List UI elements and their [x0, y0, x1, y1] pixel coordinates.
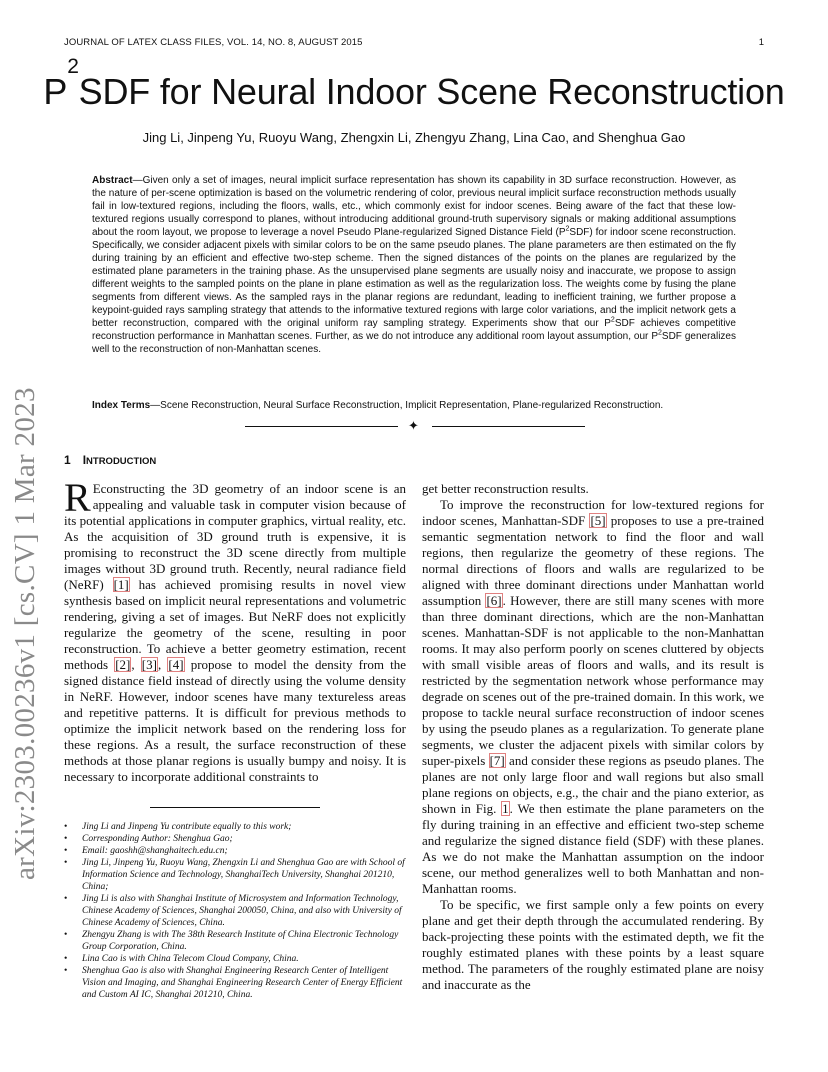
bullet-icon: • — [64, 966, 68, 976]
index-terms-text: —Scene Reconstruction, Neural Surface Reconstruction, Implicit Representation, Plane-regularized Reconstruction. — [150, 400, 664, 411]
diamond-icon: ✦ — [408, 418, 419, 433]
footnote-text: Zhengyu Zhang is with The 38th Research Institute of China Electronic Technology Group Corporation, China. — [82, 930, 399, 952]
intro-paragraph-3: To be specific, we first sample only a few points on every plane and get their depth through the accumulated rendering. By back-projecting these points with the estimated depth, we fit the roughly estimated planes with these points by a least square method. The parameters of the roughly estimated plane are noisy and inaccurate as the — [422, 897, 764, 992]
title-rest: SDF for Neural Indoor Scene Reconstruction — [78, 71, 785, 112]
abstract-sup-2: 2 — [610, 316, 615, 324]
abstract-text-2: SDF) for indoor scene reconstruction. Specifically, we consider adjacent pixels with similar colors to be on the same pseudo planes. The plane parameters are then estimated on the fly during training by an efficient and effective two-step scheme. Then the signed distances of the points on the planes are regularized by the estimated plane parameters in the training phase. As the unsupervised plane segments are usually noisy and inaccurate, we propose to assign different weights to the sampled points on the plane in plane estimation as well as the regularization loss. The weights come by fusing the plane segments from different views. As the sampled rays in the planar regions are redundant, leading to inefficient training, we further propose a keypoint-guided rays sampling strategy that attends to the informative textured regions with large color variations, and the implicit network gets a better reconstruction, compared with the original uniform ray sampling strategy. Experiments show that our P — [92, 227, 736, 329]
footnote-item — [64, 953, 406, 965]
divider-line-left — [245, 426, 398, 427]
text-segment: has achieved promising results in novel view synthesis based on implicit neural representations and volumetric rendering, giving a set of images. But NeRF does not explicitly regularize the geometry of the scene, resulting in poor reconstruction. To achieve a better geometry estimation, recent methods — [64, 577, 407, 672]
divider-line-right — [432, 426, 585, 427]
footnote-item — [64, 845, 406, 857]
figure-link[interactable]: 1 — [502, 801, 509, 816]
section-divider — [245, 419, 585, 433]
body-column-left — [64, 475, 407, 785]
section-title-rest: NTRODUCTION — [86, 456, 157, 467]
abstract-text-4: SDF generalizes well to the reconstruction of non-Manhattan scenes. — [92, 331, 736, 355]
abstract-label: Abstract — [92, 175, 133, 186]
paper-title — [0, 55, 828, 113]
citation-link[interactable]: [1] — [113, 577, 129, 592]
citation-link[interactable]: [7] — [489, 753, 505, 768]
footnote-text: Lina Cao is with China Telecom Cloud Company, China. — [82, 954, 299, 964]
text-segment: propose to model the density from the signed distance field instead of directly using the volume density in NeRF. However, indoor scenes have many textureless areas and repetitive patterns. It is difficult for previous methods to optimize the implicit network based on the rendering loss for these regions. As a result, the surface reconstruction of these methods at those planar regions is usually bumpy and noisy. It is necessary to incorporate additional constraints to — [64, 657, 406, 784]
bullet-icon: • — [64, 894, 68, 904]
footnote-list — [64, 821, 406, 1001]
bullet-icon: • — [64, 834, 68, 844]
footnote-item — [64, 929, 406, 953]
intro-paragraph-2 — [422, 497, 764, 897]
body-column-right — [422, 481, 764, 993]
citation-link[interactable]: [2] — [115, 657, 131, 672]
index-terms — [92, 399, 736, 412]
bullet-icon: • — [64, 822, 68, 832]
footnote-item — [64, 893, 406, 929]
footnote-text: Jing Li and Jinpeng Yu contribute equally to this work; — [82, 822, 292, 832]
footnote-rule — [150, 807, 320, 808]
citation-link[interactable]: [5] — [590, 513, 606, 528]
running-header: JOURNAL OF LATEX CLASS FILES, VOL. 14, NO. 8, AUGUST 2015 — [64, 37, 363, 48]
footnote-text: Corresponding Author: Shenghua Gao; — [82, 834, 233, 844]
index-terms-label: Index Terms — [92, 400, 151, 411]
abstract — [92, 174, 736, 356]
text-segment: Econstructing the 3D geometry of an indoor scene is an appealing and valuable task in computer vision because of its potential applications in computer graphics, virtual reality, etc. As the acquisition of 3D ground truth is expensive, it is promising to reconstruct the 3D scene directly from multiple images without 3D ground truth. Recently, neural radiance field (NeRF) — [64, 481, 406, 592]
abstract-text-3: SDF achieves competitive reconstruction performance in Manhattan scenes. Further, as we do not introduce any additional room layout assumption, our P — [92, 318, 736, 342]
section-heading — [64, 453, 156, 467]
intro-paragraph-1 — [64, 475, 407, 785]
drop-cap: R — [64, 475, 91, 520]
intro-paragraph-cont: get better reconstruction results. — [422, 481, 589, 496]
bullet-icon: • — [64, 858, 68, 868]
text-segment: To improve the reconstruction for low-textured regions for indoor scenes, Manhattan-SDF — [422, 497, 764, 528]
citation-link[interactable]: [4] — [168, 657, 184, 672]
footnote-text: Shenghua Gao is also with Shanghai Engineering Research Center of Intelligent Vision and Imaging, and Shanghai Engineering Research Center of Energy Efficient and Custom AI IC, Shanghai 201210, China. — [82, 966, 403, 1000]
abstract-text-1: —Given only a set of images, neural implicit surface representation has shown its capability in 3D surface reconstruction. However, as the nature of per-scene optimization is based on the volumetric rendering of color, previous neural implicit surface reconstruction methods usually fail in low-textured regions, including the floors, walls, etc., which commonly exist for indoor scenes. Being aware of the fact that these low-textured regions usually correspond to planes, without introducing additional ground-truth supervisory signals or making additional assumptions about the room layout, we propose to leverage a novel Pseudo Plane-regularized Signed Distance Field (P — [92, 175, 736, 238]
footnote-text: Jing Li, Jinpeng Yu, Ruoyu Wang, Zhengxin Li and Shenghua Gao are with School of Information Science and Technology, ShanghaiTech University, Shanghai 201210, China; — [82, 858, 405, 892]
footnote-text: Email: gaoshh@shanghaitech.edu.cn; — [82, 846, 228, 856]
section-title-initial: I — [82, 453, 87, 467]
abstract-sup-3: 2 — [658, 329, 662, 337]
text-segment: and consider these regions as pseudo planes. The planes are not only large floor and wall regions but also small plane regions on objects, e.g., the chair and the piano exterior, as shown in Fig. — [422, 753, 764, 816]
footnote-text: Jing Li is also with Shanghai Institute of Microsystem and Information Technology, Chinese Academy of Sciences, Shanghai 200050, China, and also with University of Chinese Academy of Sciences, China. — [82, 894, 402, 928]
bullet-icon: • — [64, 846, 68, 856]
text-segment: , — [131, 657, 141, 672]
title-superscript: 2 — [67, 55, 79, 78]
citation-link[interactable]: [3] — [141, 657, 157, 672]
footnote-item — [64, 857, 406, 893]
abstract-sup-1: 2 — [565, 225, 570, 233]
text-segment: . We then estimate the plane parameters on the fly during training in an effective and efficient two-step scheme and regularize the signed distance field (SDF) with these planes. As we do not make the Manhattan assumption on the indoor scene, our method generalizes well to both Manhattan and non-Manhattan rooms. — [422, 801, 765, 896]
footnote-item — [64, 965, 406, 1001]
bullet-icon: • — [64, 954, 68, 964]
text-segment: . However, there are still many scenes with more than three dominant directions, which are the non-Manhattan scenes. Manhattan-SDF is not applicable to the non-Manhattan rooms. It may also perform poorly on scenes cluttered by objects with small visible areas of floors and walls, and its result is restricted by the segmentation network whose performance may degrade on scenes out of the pre-trained domain. In this work, we propose to tackle neural surface reconstruction of indoor scenes by using the pseudo planes as a regularization. To generate plane segments, we cluster the adjacent pixels with similar colors by super-pixels — [422, 593, 764, 768]
citation-link[interactable]: [6] — [486, 593, 502, 608]
footnote-item — [64, 833, 406, 845]
text-segment: , — [157, 657, 168, 672]
footnote-item — [64, 821, 406, 833]
author-list: Jing Li, Jinpeng Yu, Ruoyu Wang, Zhengxin Li, Zhengyu Zhang, Lina Cao, and Shenghua Gao — [142, 130, 686, 145]
page-number: 1 — [758, 37, 764, 48]
title-prefix: P — [43, 71, 68, 112]
arxiv-identifier: arXiv:2303.00236v1 [cs.CV] 1 Mar 2023 — [9, 387, 41, 880]
bullet-icon: • — [64, 930, 68, 940]
text-segment: proposes to use a pre-trained semantic segmentation network to find the floor and wall regions, then regularize the geometry of these regions. The normal directions of floors and walls are regularized to be aligned with three dominant directions under Manhattan world assumption — [422, 513, 765, 608]
section-number: 1 — [64, 453, 71, 467]
